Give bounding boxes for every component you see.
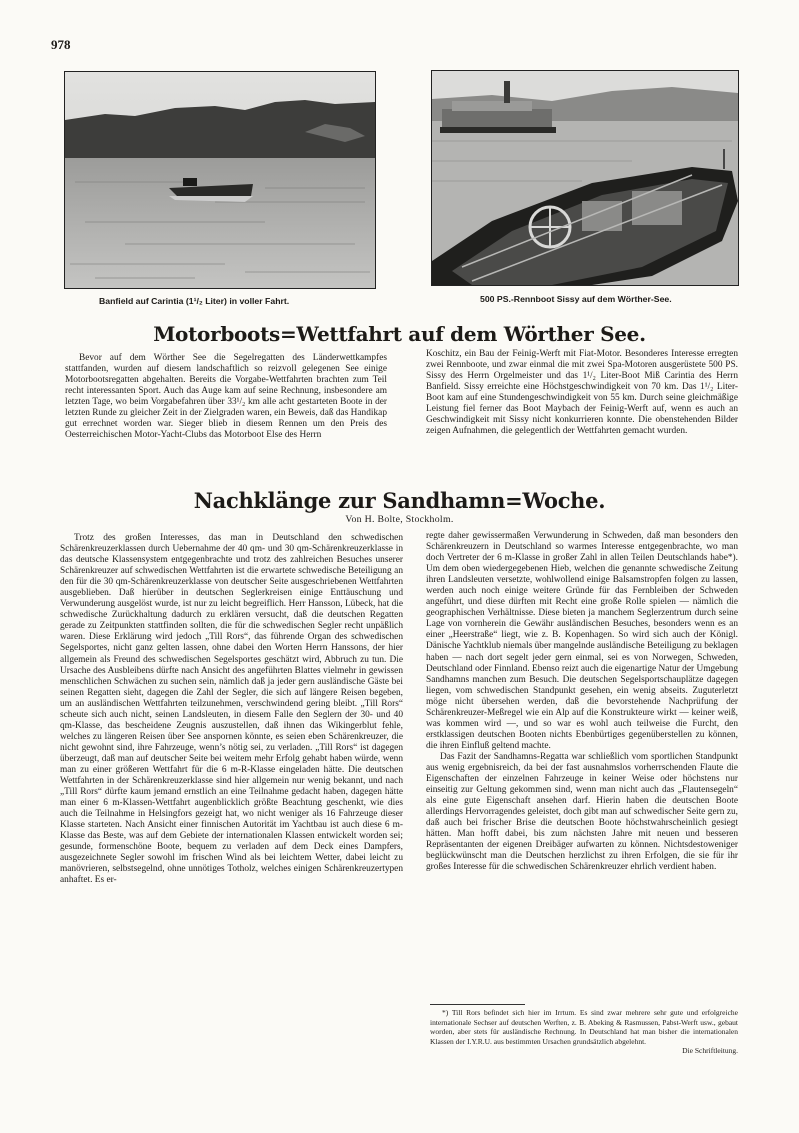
photo-racing-boat-image [432,71,738,285]
page-number: 978 [51,37,71,52]
photo-motorboat-image [65,72,375,288]
footnote-text: *) Till Rors befindet sich hier im Irrtum. Es sind zwar mehrere sehr gute und erfolgreiche internationale Sechser auf deutschen Werften, z. B. Abeking & Rasmussen, Pabst-Werft usw., gebaut worden, aber stets für ausländische Rechnung. In Deutschland hat man bisher die internationalen Klassen der I.Y.R.U. aus bestimmten Ursachen grundsätzlich abgelehnt. [430,1008,738,1046]
article2-byline: Von H. Bolte, Stockholm. [345,514,454,525]
footnote-signature: Die Schriftleitung. [682,1046,738,1056]
photo-caption-right: 500 PS.-Rennboot Sissy auf dem Wörther-See. [480,294,672,304]
footnote-divider [430,1004,525,1005]
article2-title: Nachklänge zur Sandhamn=Woche. [193,488,606,513]
photo-sissy-racing-boat [431,70,739,286]
article2-column-left [60,533,403,887]
article2-paragraph-3: Das Fazit der Sandhamns-Regatta war schließlich vom sportlichen Standpunkt aus wenig ergebnisreich, da bei der fast ausnahmslos vorherrschenden Flaute die Eigenschaften der einzelnen Fahrzeuge in keiner Weise oder höchstens nur einseitig zur Geltung gekommen sind, wenn man nicht auch das „Flautensegeln“ als eine gute Eigenschaft ansehen darf. Hierin haben die deutschen Boote allerdings Hervorragendes geleistet, doch gibt man auf schwedischer Seite gern zu, daß auch bei frischer Brise die deutschen Boote höchstwahrscheinlich gesiegt hätten. Man hofft dabei, bis zum nächsten Jahre mit neuen und besseren Repräsentanten der eigenen Dreibäger aufwarten zu können. Nichtsdestoweniger beglückwünscht man die Deutschen herzlichst zu ihren Erfolgen, die sie für ihr großes Interesse für die schwedischen Schärenkreuzer ehrlich verdient haben. [426,751,738,873]
photo-caption-left: Banfield auf Carintia (1¹/₂ Liter) in voller Fahrt. [99,296,290,306]
article1-column-left [65,353,387,441]
article1-paragraph-cont: Koschitz, ein Bau der Feinig-Werft mit Fiat-Motor. Besonderes Interesse erregten zwei Rennboote, und zwar einmal die mit zwei Spa-Motoren ausgerüstete 500 PS. Sissy des Herrn Orgelmeister und das 1¹/₂ Liter-Boot Miß Carintia des Herrn Banfield. Sissy erreichte eine Höchstgeschwindigkeit von 70 km. Das 1¹/₂ Liter-Boot kam auf eine Stundengeschwindigkeit von 55 km. Durch seine gleichmäßige Leistung fiel ferner das Boot Maybach der Feinig-Werft auf, wenn es auch an Geschwindigkeit mit Sissy nicht konkurrieren konnte. Die obenstehenden Bilder zeigen Aufnahmen, die gelegentlich der Wettfahrten gemacht wurden. [426,349,738,437]
article1-column-right [426,349,738,437]
article2-column-right [426,531,738,873]
article2-paragraph-1: Trotz des großen Interesses, das man in Deutschland den schwedischen Schärenkreuzerklassen durch Uebernahme der 40 qm- und 30 qm-Schärenkreuzerklasse in das deutsche Klassensystem entgegenbrachte und trotz des zahlreichen Besuches unserer Schärenkreuzer auf schwedischen Wettfahrten ist die erwartete schwedische Beteiligung an den für die 30 qm-Schärenkreuzerklasse von deutscher Seite ausgeschriebenen Wettfahrten ausgeblieben. Daß hierüber in deutschen Seglerkreisen einige Enttäuschung und Verwunderung ausgelöst wurde, ist nur zu leicht begreiflich. Herr Hansson, Lübeck, hat die schwedische Zurückhaltung dadurch zu erklären versucht, daß die deutschen Regatten gerade zu Zeitpunkten stattfinden sollten, die für die schwedischen Segler recht unpäßlich waren. Diese Erklärung wird jedoch „Till Rors“, das führende Organ des schwedischen Segelsportes, nicht ganz gelten lassen, ohne dabei den Worten Herrn Hanssons, der hier allgemein als Freund des schwedischen Segelsportes geschätzt wird, Abbruch zu tun. Die Ursache des Ausbleibens dürfte nach Ansicht des angeführten Blattes vielmehr in gewissen menschlichen Schwächen zu suchen sein, nämlich daß ja jeder gern ausländische Gäste bei seinen Regatten sieht, dagegen die Zahl der Segler, die sich auf längere Reisen begeben, um an ausländischen Wettfahrten teilzunehmen, verschwindend gering bleibt. „Till Rors“ scheute sich auch nicht, seinen Landsleuten, in diesem Falle den Seglern der 30- und 40 qm-Klasse, das bescheidene Zeugnis auszustellen, daß ihnen das Wikingerblut fehle, welches zu längeren Reisen über See anspornen könnte, es seien eben Schärenkreuzer, die nicht gewohnt sind, ihre Fahrzeuge, wenn’s nötig sei, zu verladen. „Till Rors“ ist dagegen überzeugt, daß man auf deutscher Seite bei weitem mehr Erfolg gehabt haben würde, wenn man zu einer größeren Wettfahrt für die 6 m-R-Klasse eingeladen hätte. Die deutschen Wettfahrten in der Schärenkreuzerklasse sind hier allgemein nur wenig bekannt, und nach „Till Rors“ dürfte kaum jemand ernstlich an eine Teilnahme gedacht haben, dagegen hätte man einer 6 m-Klassen-Wettfahrt augenblicklich größte Beachtung geschenkt, wie dies auch die Teilnahme in Helsingfors gezeigt hat, wo nicht weniger als 16 Fahrzeuge dieser Klasse starteten. Nach Ansicht einer finnischen Autorität im Yachtbau ist auch diese 6 m-Klasse das Beste, was auf dem Gebiete der internationalen Klassen entwickelt worden sei; gesunde, formenschöne Boote, bequem zu verladen auf dem Deck eines Dampfers, ausgezeichnete Segler sowohl im frischen Wind als bei leichtem Wetter, dabei leicht zu manövrieren, selbstsegelnd, ohne unnötiges Totholz, welches einigen Schärenkreuzertypen anhaftet. Es er- [60,533,403,886]
article1-title: Motorboots=Wettfahrt auf dem Wörther See. [153,322,646,346]
article2-paragraph-2: regte daher gewissermaßen Verwunderung in Schweden, daß man besonders den Schärenkreuzern in Deutschland so warmes Interesse entgegenbrachte, wo man doch Vertreter der 6 m-Klasse in großer Zahl in allen Teilen Deutschlands habe*). Um dem oben wiedergegebenen Hieb, welchen die genannte schwedische Zeitung ihren Landsleuten versetzte, wohlwollend einige Balsamstropfen folgen zu lassen, werden auch noch einige weitere Gründe für das Fernbleiben der Schweden angeführt, und diese dürften mit Recht eine große Rolle spielen — nämlich die geographischen Verhältnisse. Diese bieten ja manchem Seglerzentrum durch seine Lage von vornherein die Gewähr ausländischen Besuches, besonders wenn es an einer „Heerstraße“ liegt, wie z. B. Kopenhagen. So wird sich auch der Königl. Dänische Yachtklub niemals über mangelnde ausländische Beteiligung zu beklagen haben — nach dort segelt jeder gern einmal, sei es von Norwegen, Schweden, Deutschland oder Finnland. Ebenso reizt auch die eigenartige Natur der Umgebung Sandhamns manchen zum Besuch. Die deutschen Segelsportschauplätze dagegen liegen, vom schwedischen Standpunkt gesehen, ein wenig abseits. Zuguterletzt möge nicht übersehen werden, daß die bevorstehende Nachprüfung der Schärenkreuzer-Meßregel wie ein Alp auf die Konstrukteure wirkt — keiner weiß, was kommen wird —, und so war es wohl auch teilweise die Furcht, den erstklassigen deutschen Booten nichts Ebenbürtiges gegenüberstellen zu können, die ihren Einfluß geltend machte. [426,531,738,751]
footnote [430,1008,738,1056]
photo-banfield-carintia [64,71,376,289]
article1-paragraph: Bevor auf dem Wörther See die Segelregatten des Länderwettkampfes stattfanden, wurden auf diesem landschaftlich so reizvoll gelegenen See einige Motorbootsregatten abgehalten. Bereits die Vorgabe-Wettfahrten brachten zum Teil recht interessanten Sport. Auch das Auge kam auf seine Rechnung, insbesondere am letzten Tage, wo beim Vorgabefahren über 33¹/₂ km alle acht gestarteten Boote in der letzten Runde zu gleicher Zeit in der Zielgraden waren, ein Beweis, daß das Handikap gut errechnet worden war. Sieger blieb in diesem Rennen um den Preis des Oesterreichischen Motor-Yacht-Clubs das Motorboot Else des Herrn [65,353,387,441]
